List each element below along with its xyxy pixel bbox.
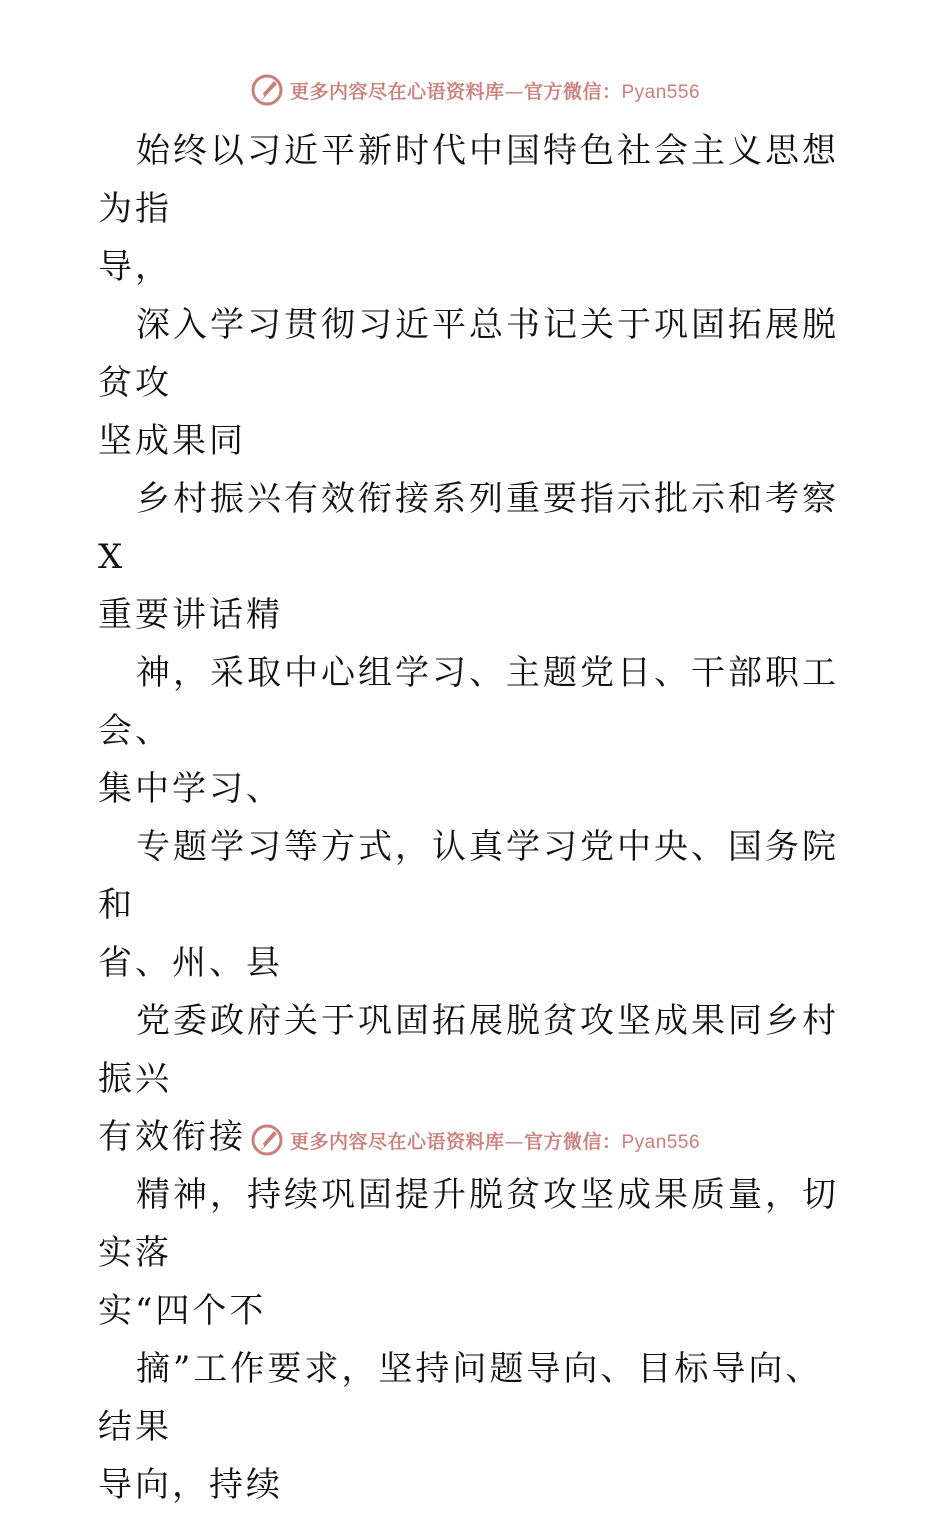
paragraph-8	[98, 1340, 858, 1514]
footer-banner-id: Pyan556	[621, 1131, 701, 1153]
paragraph-1	[98, 122, 858, 296]
paragraph-5-line-1: 专题学习等方式，认真学习党中央、国务院和	[98, 827, 839, 925]
header-banner-text	[290, 77, 700, 104]
paragraph-5-line-2: 省、州、县	[98, 943, 283, 983]
paragraph-2-line-2: 坚成果同	[98, 421, 246, 461]
header-watermark-banner	[0, 70, 950, 110]
paragraph-4-line-2: 集中学习、	[98, 769, 283, 809]
quill-seal-icon	[250, 73, 284, 107]
paragraph-1-line-1: 始终以习近平新时代中国特色社会主义思想为指	[98, 131, 839, 229]
paragraph-6-line-2: 有效衔接	[98, 1117, 246, 1157]
paragraph-1-line-2: 导，	[98, 247, 172, 287]
header-banner-main: 更多内容尽在心语资料库	[289, 80, 505, 103]
paragraph-7-line-2: 实“四个不	[98, 1291, 267, 1331]
paragraph-6-line-1: 党委政府关于巩固拓展脱贫攻坚成果同乡村振兴	[98, 1001, 839, 1099]
footer-banner-sep: —	[504, 1130, 524, 1153]
paragraph-8-line-1: 摘”工作要求，坚持问题导向、目标导向、结果	[98, 1349, 823, 1447]
header-banner-contact: 官方微信：	[523, 80, 622, 103]
quill-seal-icon	[250, 1123, 284, 1157]
paragraph-8-line-2: 导向，持续	[98, 1465, 283, 1505]
paragraph-3-line-1: 乡村振兴有效衔接系列重要指示批示和考察 X	[98, 479, 839, 577]
footer-banner-text	[290, 1127, 700, 1154]
paragraph-3-line-2: 重要讲话精	[98, 595, 283, 635]
footer-watermark-banner	[0, 1120, 950, 1160]
paragraph-7	[98, 1166, 858, 1340]
footer-banner-main: 更多内容尽在心语资料库	[289, 1130, 505, 1153]
header-banner-id: Pyan556	[621, 81, 701, 103]
header-banner-sep: —	[504, 80, 524, 103]
paragraph-4	[98, 644, 858, 818]
paragraph-3	[98, 470, 858, 644]
footer-banner-contact: 官方微信：	[523, 1130, 622, 1153]
paragraph-2	[98, 296, 858, 470]
paragraph-2-line-1: 深入学习贯彻习近平总书记关于巩固拓展脱贫攻	[98, 305, 839, 403]
paragraph-7-line-1: 精神，持续巩固提升脱贫攻坚成果质量，切实落	[98, 1175, 839, 1273]
document-body	[98, 122, 858, 1514]
paragraph-5	[98, 818, 858, 992]
paragraph-4-line-1: 神，采取中心组学习、主题党日、干部职工会、	[98, 653, 839, 751]
